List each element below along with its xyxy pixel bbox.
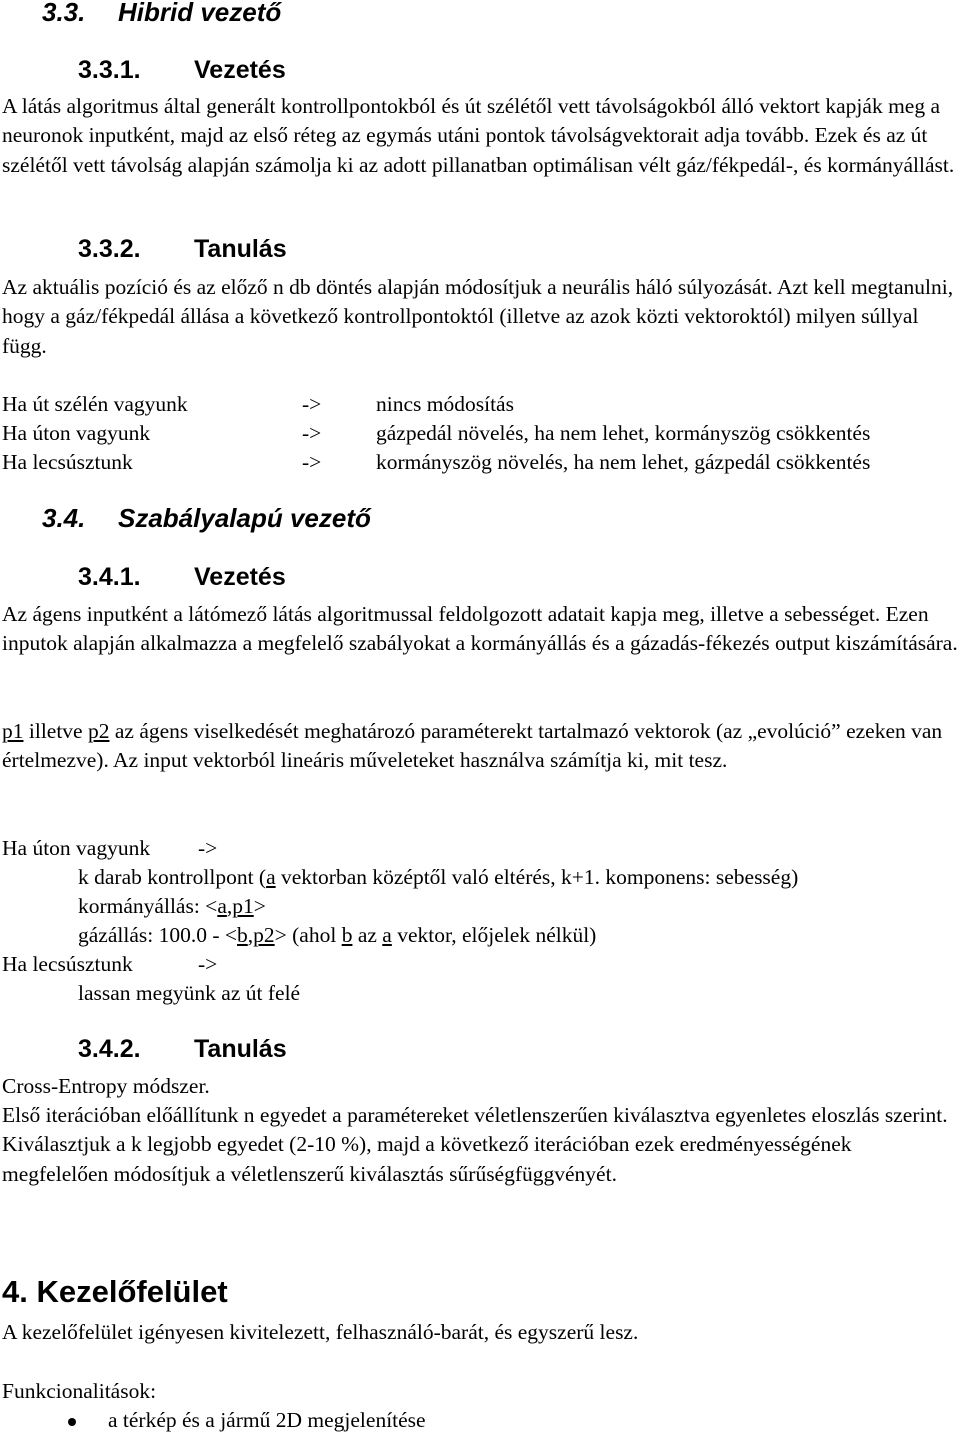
paragraph-3-4-1: Az ágens inputként a látómező látás algoritmussal feldolgozott adatait kapja meg, illetve a sebességet. Ezen inputok alapján alkalmazza a megfelelő szabályokat a kormányállás és a gázadás-fékezés output kiszámítására.	[2, 602, 958, 656]
chapter-heading-4: 4. Kezelőfelület	[2, 1274, 228, 1309]
slid-rule: Ha lecsúsztunk ->	[2, 952, 218, 976]
section-heading-3-4: 3.4. Szabályalapú vezető	[42, 503, 371, 533]
subsection-heading-3-4-1: 3.4.1. Vezetés	[78, 563, 286, 591]
paragraph-parameters: p1 illetve p2 az ágens viselkedését meghatározó paraméterekt tartalmazó vektorok (az „evolúció” ezeken van értelmezve). Az input vektorból lineáris műveleteket használva számítja ki, mit tesz.	[2, 719, 943, 773]
section-heading-3-3: 3.3. Hibrid vezető	[42, 0, 282, 27]
gas-line: gázállás: 100.0 - <b,p2> (ahol b az a vektor, előjelek nélkül)	[78, 923, 597, 947]
subsection-heading-3-3-1: 3.3.1. Vezetés	[78, 56, 286, 84]
paragraph-3-3-1: A látás algoritmus által generált kontrollpontokból és út szélétől vett távolságokból álló vektort kapják meg a neuronok inputként, majd az első réteg az egymás utáni pontok távolságvektorait adja tovább. Ezek és az út szélétől vett távolság alapján számolja ki az adott pillanatban optimálisan vélt gáz/fékpedál-, és kormányállást.	[2, 94, 955, 177]
method-line: Cross-Entropy módszer.	[2, 1074, 210, 1098]
paragraph-4: A kezelőfelület igényesen kivitelezett, felhasználó-barát, és egyszerű lesz.	[2, 1320, 639, 1344]
functionalities-label: Funkcionalitások:	[2, 1379, 157, 1403]
rule-row: Ha lecsúsztunk -> kormányszög növelés, ha nem lehet, gázpedál csökkentés	[2, 450, 871, 474]
onroad-rule: Ha úton vagyunk ->	[2, 836, 218, 860]
rule-row: Ha út szélén vagyunk -> nincs módosítás	[2, 392, 514, 416]
steering-line: kormányállás: <a,p1>	[78, 894, 266, 918]
paragraph-3-3-2: Az aktuális pozíció és az előző n db döntés alapján módosítjuk a neurális háló súlyozását. Azt kell megtanulni, hogy a gáz/fékpedál állása a következő kontrollpontoktól (illetve az azok közti vektoroktól) milyen súllyal függ.	[2, 275, 954, 358]
subsection-heading-3-4-2: 3.4.2. Tanulás	[78, 1035, 287, 1063]
rule-row: Ha úton vagyunk -> gázpedál növelés, ha nem lehet, kormányszög csökkentés	[2, 421, 871, 445]
paragraph-3-4-2: Első iterációban előállítunk n egyedet a paramétereket véletlenszerűen kiválasztva egyenletes eloszlás szerint. Kiválasztjuk a k legjobb egyedet (2-10 %), majd a következő iterációban ezek eredményességének megfelelően módosítjuk a véletlenszerű kiválasztás sűrűségfüggvényét.	[2, 1103, 948, 1186]
bullet-icon	[68, 1418, 76, 1426]
control-point-line: k darab kontrollpont (a vektorban középtől való eltérés, k+1. komponens: sebesség)	[78, 865, 799, 889]
subsection-heading-3-3-2: 3.3.2. Tanulás	[78, 235, 287, 263]
slid-action-line: lassan megyünk az út felé	[78, 981, 301, 1005]
